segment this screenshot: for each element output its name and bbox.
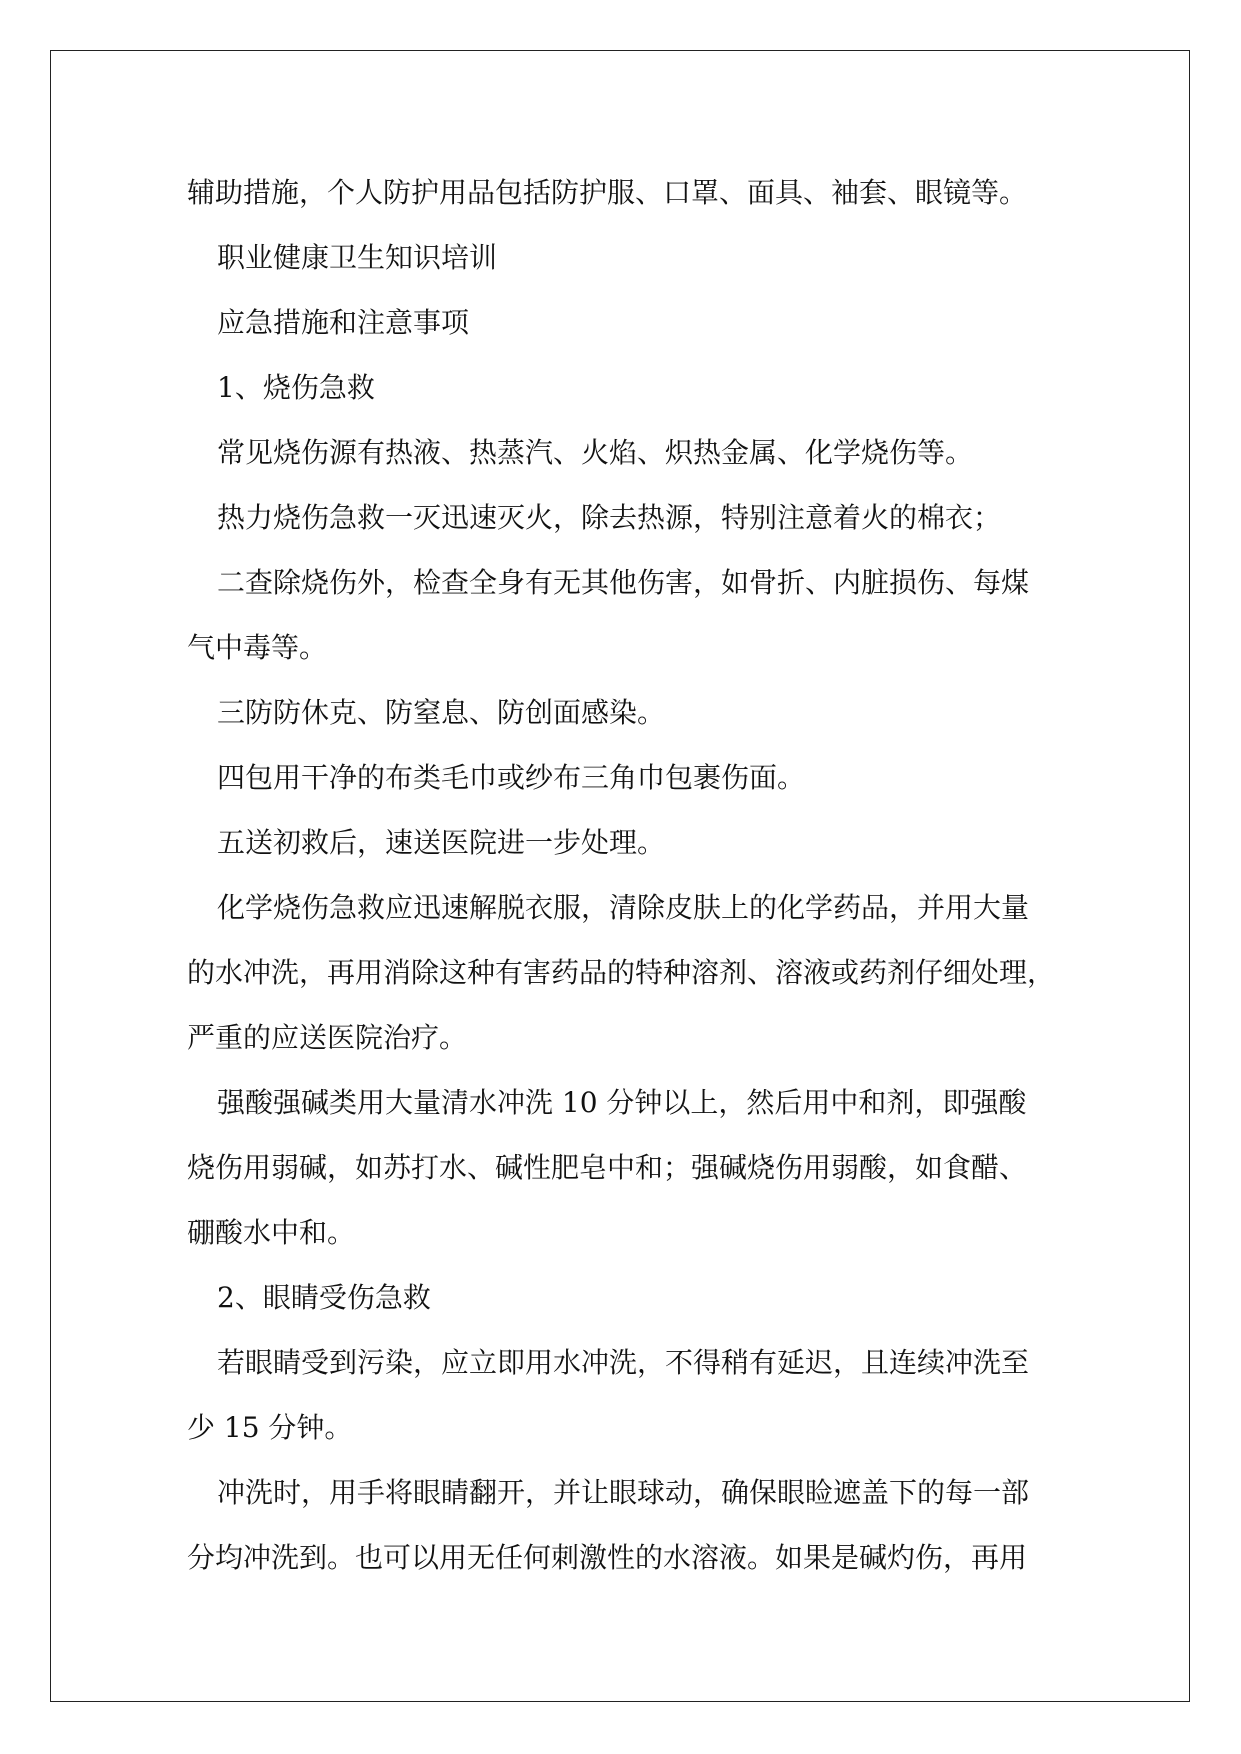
text-line: 气中毒等。: [187, 631, 328, 664]
section-heading: 职业健康卫生知识培训: [217, 241, 498, 274]
text-line: 严重的应送医院治疗。: [187, 1021, 468, 1054]
text-line: 化学烧伤急救应迅速解脱衣服，清除皮肤上的化学药品，并用大量: [217, 891, 1030, 924]
text-line: 冲洗时，用手将眼睛翻开，并让眼球动，确保眼睑遮盖下的每一部: [217, 1476, 1030, 1509]
text-line: 四包用干净的布类毛巾或纱布三角巾包裹伤面。: [217, 761, 806, 794]
text-line: 常见烧伤源有热液、热蒸汽、火焰、炽热金属、化学烧伤等。: [217, 436, 974, 469]
text-line: 烧伤用弱碱，如苏打水、碱性肥皂中和；强碱烧伤用弱酸，如食醋、: [187, 1151, 1028, 1184]
subsection-heading: 2、眼睛受伤急救: [217, 1281, 431, 1314]
text-line: 二查除烧伤外，检查全身有无其他伤害，如骨折、内脏损伤、每煤: [217, 566, 1030, 599]
text-line: 分均冲洗到。也可以用无任何刺激性的水溶液。如果是碱灼伤，再用: [187, 1541, 1028, 1574]
section-heading: 应急措施和注意事项: [217, 306, 470, 339]
text-line: 五送初救后，速送医院进一步处理。: [217, 826, 666, 859]
text-line: 强酸强碱类用大量清水冲洗 10 分钟以上，然后用中和剂，即强酸: [217, 1086, 1027, 1119]
text-line: 热力烧伤急救一灭迅速灭火，除去热源，特别注意着火的棉衣；: [217, 501, 1002, 534]
text-line: 少 15 分钟。: [187, 1411, 353, 1444]
text-line: 三防防休克、防窒息、防创面感染。: [217, 696, 666, 729]
document-body: [187, 160, 1067, 1590]
text-line: 辅助措施，个人防护用品包括防护服、口罩、面具、袖套、眼镜等。: [187, 176, 1028, 209]
subsection-heading: 1、烧伤急救: [217, 371, 375, 404]
text-line: 若眼睛受到污染，应立即用水冲洗，不得稍有延迟，且连续冲洗至: [217, 1346, 1030, 1379]
text-line: 硼酸水中和。: [187, 1216, 356, 1249]
text-line: 的水冲洗，再用消除这种有害药品的特种溶剂、溶液或药剂仔细处理，: [187, 956, 1056, 989]
